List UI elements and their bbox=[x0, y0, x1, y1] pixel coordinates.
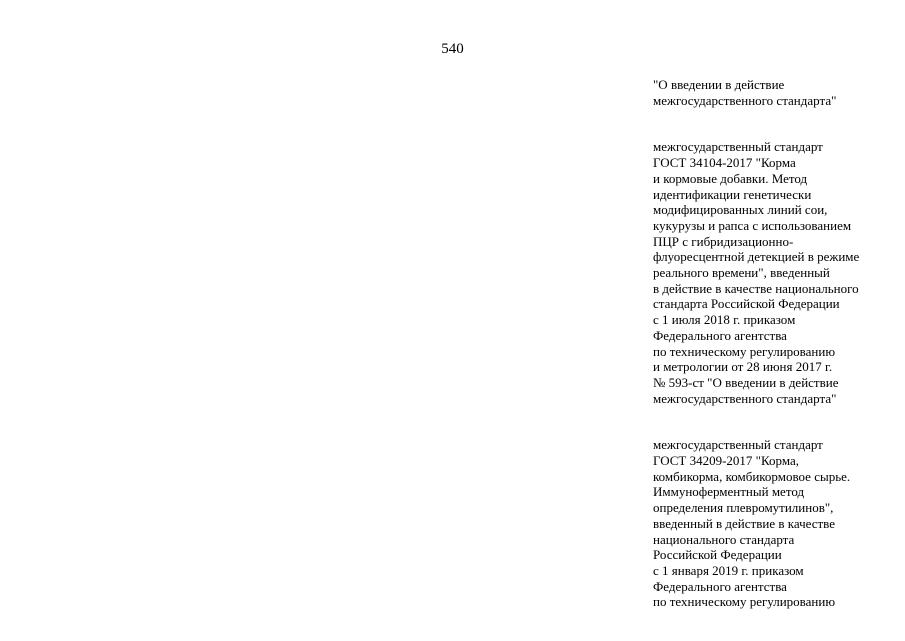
text-line: межгосударственного стандарта" bbox=[653, 92, 837, 108]
text-line: идентификации генетически bbox=[653, 186, 812, 202]
text-line: и метрологии от 28 июня 2017 г. bbox=[653, 359, 833, 375]
text-line: Иммуноферментный метод bbox=[653, 484, 805, 500]
text-line: модифицированных линий сои, bbox=[653, 202, 828, 218]
text-block-2 bbox=[653, 139, 898, 406]
text-line: введенный в действие в качестве bbox=[653, 515, 836, 531]
text-line: определения плевромутилинов", bbox=[653, 500, 834, 516]
text-line: ГОСТ 34209-2017 "Корма, bbox=[653, 453, 799, 469]
text-line: межгосударственный стандарт bbox=[653, 437, 823, 453]
page-number: 540 bbox=[441, 41, 464, 57]
text-line: комбикорма, комбикормовое сырье. bbox=[653, 468, 851, 484]
text-line: национального стандарта bbox=[653, 531, 795, 547]
text-line: ПЦР с гибридизационно- bbox=[653, 233, 794, 249]
text-line: межгосударственный стандарт bbox=[653, 139, 823, 155]
text-line: "О введении в действие bbox=[653, 77, 785, 92]
text-line: Федерального агентства bbox=[653, 327, 787, 343]
text-line: межгосударственного стандарта" bbox=[653, 390, 837, 406]
text-line: и кормовые добавки. Метод bbox=[653, 170, 808, 186]
text-line: по техническому регулированию bbox=[653, 594, 836, 610]
text-line: Российской Федерации bbox=[653, 547, 782, 563]
text-line: по техническому регулированию bbox=[653, 343, 836, 359]
text-line: в действие в качестве национального bbox=[653, 280, 859, 296]
text-line: кукурузы и рапса с использованием bbox=[653, 217, 852, 233]
text-line: реального времени", введенный bbox=[653, 265, 830, 281]
text-line: стандарта Российской Федерации bbox=[653, 296, 840, 312]
text-block-1 bbox=[653, 77, 898, 108]
text-line: с 1 июля 2018 г. приказом bbox=[653, 312, 796, 328]
text-line: ГОСТ 34104-2017 "Корма bbox=[653, 155, 796, 171]
document-text-column bbox=[653, 77, 898, 641]
text-line: № 593-ст "О введении в действие bbox=[653, 374, 839, 390]
text-line: с 1 января 2019 г. приказом bbox=[653, 562, 804, 578]
text-block-3 bbox=[653, 437, 898, 610]
text-line: Федерального агентства bbox=[653, 578, 787, 594]
text-line: флуоресцентной детекцией в режиме bbox=[653, 249, 860, 265]
